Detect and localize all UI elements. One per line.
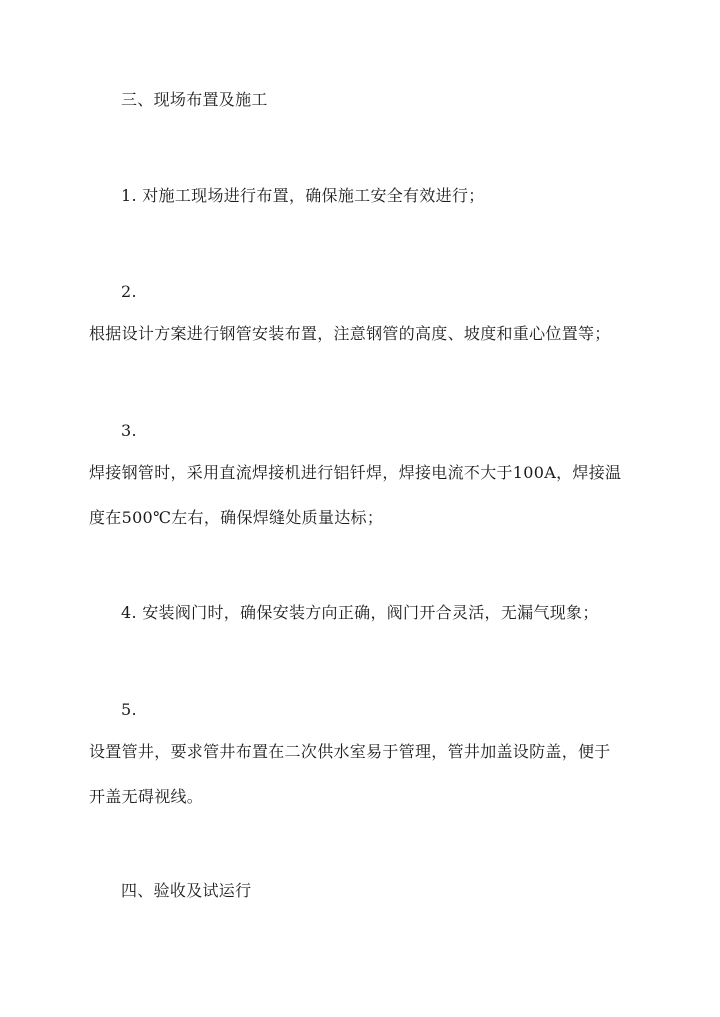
list-item-3-text-line1: 焊接钢管时，采用直流焊接机进行铝钎焊，焊接电流不大于100A，焊接温 — [89, 463, 622, 482]
list-item-3-number: 3. — [121, 421, 137, 440]
list-item-4: 4. 安装阀门时，确保安装方向正确，阀门开合灵活，无漏气现象； — [121, 603, 599, 622]
list-item-2-number: 2. — [121, 282, 137, 301]
list-item-5-text-line1: 设置管井，要求管井布置在二次供水室易于管理，管井加盖设防盖，便于 — [89, 742, 611, 761]
list-item-5-number: 5. — [121, 700, 137, 719]
list-item-1: 1. 对施工现场进行布置，确保施工安全有效进行； — [121, 186, 485, 205]
list-item-3-text-line2: 度在500℃左右，确保焊缝处质量达标； — [89, 508, 384, 527]
list-item-5-text-line2: 开盖无碍视线。 — [89, 787, 204, 806]
section-heading-3: 三、现场布置及施工 — [121, 90, 268, 109]
section-heading-4: 四、验收及试运行 — [121, 881, 252, 900]
list-item-2-text: 根据设计方案进行钢管安装布置，注意钢管的高度、坡度和重心位置等； — [89, 324, 611, 343]
